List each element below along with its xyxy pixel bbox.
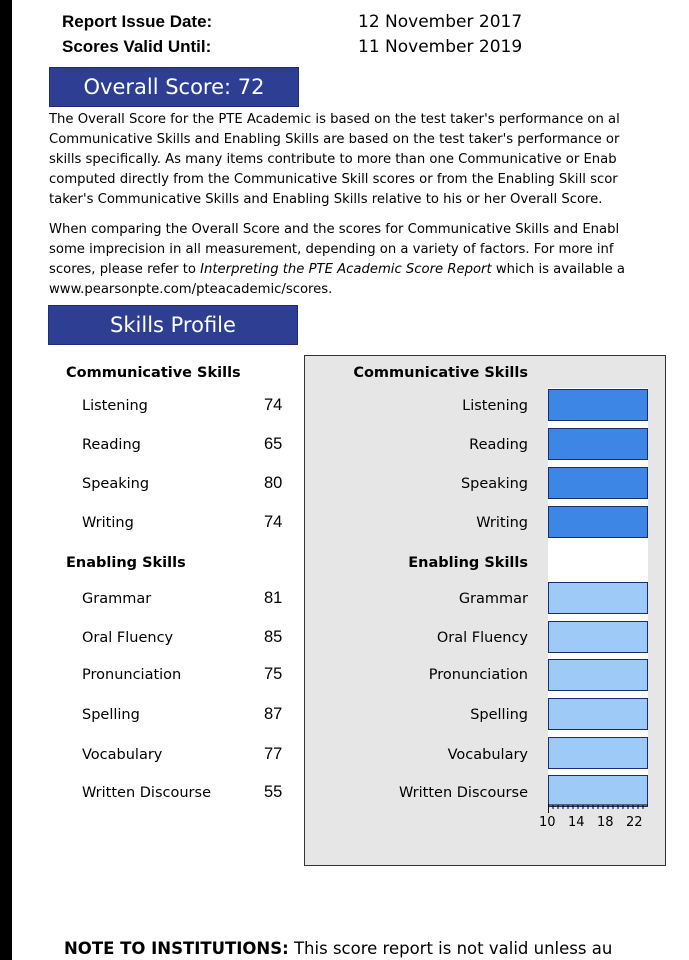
chart-bar-speaking xyxy=(548,467,648,499)
overall-explanation xyxy=(49,110,689,210)
skill-score-oral-fluency: 85 xyxy=(264,628,283,646)
skill-score-vocabulary: 77 xyxy=(264,745,283,763)
skill-score-pronunciation: 75 xyxy=(264,665,283,683)
paragraph-line: skills specifically. As many items contribute to more than one Communicative or Enab xyxy=(49,152,617,167)
skill-score-writing: 74 xyxy=(264,513,283,531)
chart-bar-reading xyxy=(548,428,648,460)
valid-until-label: Scores Valid Until: xyxy=(62,37,212,56)
chart-label-listening: Listening xyxy=(462,398,528,414)
chart-bar-listening xyxy=(548,389,648,421)
chart-bar-pronunciation xyxy=(548,659,648,691)
skill-label-reading: Reading xyxy=(82,437,141,453)
note-text: This score report is not valid unless au xyxy=(288,939,613,958)
chart-label-speaking: Speaking xyxy=(460,476,528,492)
issue-date-value: 12 November 2017 xyxy=(358,12,523,32)
chart-label-spelling: Spelling xyxy=(470,707,528,723)
chart-bar-vocabulary xyxy=(548,737,648,769)
x-tick-label: 18 xyxy=(597,815,614,830)
institutions-note xyxy=(64,939,612,958)
paragraph-line: The Overall Score for the PTE Academic is based on the test taker's performance on al xyxy=(49,112,620,127)
skill-label-oral-fluency: Oral Fluency xyxy=(82,630,174,646)
skills-profile-banner: Skills Profile xyxy=(48,305,298,345)
skill-label-written-discourse: Written Discourse xyxy=(82,785,211,801)
skill-label-spelling: Spelling xyxy=(82,707,140,723)
chart-label-written-discourse: Written Discourse xyxy=(399,785,528,801)
skill-label-writing: Writing xyxy=(82,515,134,531)
skill-score-grammar: 81 xyxy=(264,589,283,607)
paragraph-line: some imprecision in all measurement, depending on a variety of factors. For more inf xyxy=(49,242,614,257)
enabling-skills-heading: Enabling Skills xyxy=(66,555,186,571)
skill-score-speaking: 80 xyxy=(264,474,283,492)
paragraph-line: Communicative Skills and Enabling Skills are based on the test taker's performance or xyxy=(49,132,620,147)
paragraph-line: computed directly from the Communicative Skill scores or from the Enabling Skill scor xyxy=(49,172,618,187)
x-tick-label: 10 xyxy=(539,815,556,830)
chart-label-grammar: Grammar xyxy=(458,591,528,607)
x-tick-label: 14 xyxy=(568,815,585,830)
paragraph-line: When comparing the Overall Score and the scores for Communicative Skills and Enabl xyxy=(49,222,620,237)
communicative-skills-heading: Communicative Skills xyxy=(66,365,241,381)
x-tick-label: 22 xyxy=(626,815,643,830)
chart-label-oral-fluency: Oral Fluency xyxy=(436,630,528,646)
skill-score-spelling: 87 xyxy=(264,705,283,723)
issue-date-label: Report Issue Date: xyxy=(62,12,213,31)
skill-label-pronunciation: Pronunciation xyxy=(82,667,182,683)
chart-communicative-heading: Communicative Skills xyxy=(353,365,528,381)
paragraph-line: scores, please refer to Interpreting the PTE Academic Score Report which is available a xyxy=(49,262,625,277)
skill-label-vocabulary: Vocabulary xyxy=(82,747,163,763)
chart-bar-oral-fluency xyxy=(548,621,648,653)
comparison-explanation xyxy=(49,220,689,300)
skill-score-written-discourse: 55 xyxy=(264,783,283,801)
chart-label-vocabulary: Vocabulary xyxy=(447,747,528,763)
score-report-guide-title: Interpreting the PTE Academic Score Report xyxy=(200,262,492,277)
valid-until-value: 11 November 2019 xyxy=(358,37,523,57)
skill-label-listening: Listening xyxy=(82,398,148,414)
paragraph-line: taker's Communicative Skills and Enabling Skills relative to his or her Overall Score. xyxy=(49,192,603,207)
chart-bar-written-discourse xyxy=(548,775,648,807)
chart-label-pronunciation: Pronunciation xyxy=(428,667,528,683)
overall-score-banner: Overall Score: 72 xyxy=(49,67,299,107)
skill-label-grammar: Grammar xyxy=(82,591,152,607)
chart-plot-gap xyxy=(548,538,648,582)
chart-label-writing: Writing xyxy=(476,515,528,531)
chart-plot-area-enabling xyxy=(548,582,648,806)
skill-score-reading: 65 xyxy=(264,435,283,453)
note-label: NOTE TO INSTITUTIONS: xyxy=(64,939,289,958)
chart-label-reading: Reading xyxy=(469,437,528,453)
scores-url: www.pearsonpte.com/pteacademic/scores. xyxy=(49,282,333,297)
skill-label-speaking: Speaking xyxy=(82,476,150,492)
chart-bar-grammar xyxy=(548,582,648,614)
chart-bar-writing xyxy=(548,506,648,538)
page-edge xyxy=(0,0,12,960)
skill-score-listening: 74 xyxy=(264,396,283,414)
chart-bar-spelling xyxy=(548,698,648,730)
chart-enabling-heading: Enabling Skills xyxy=(408,555,528,571)
